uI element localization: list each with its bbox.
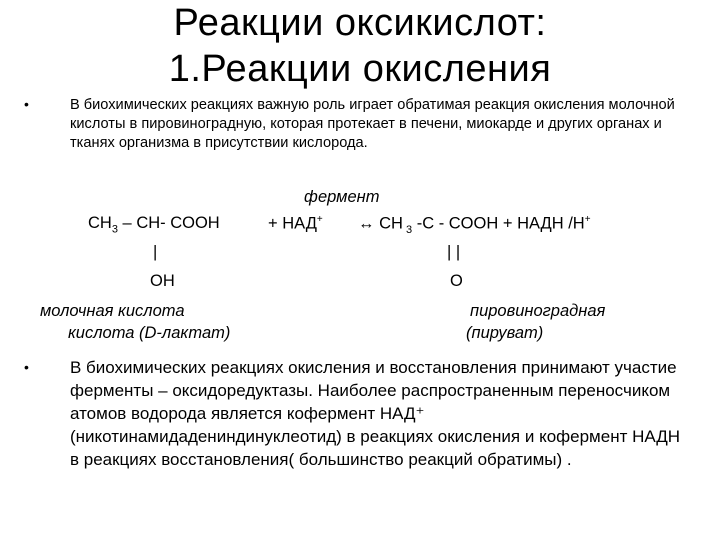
ch3-subscript-2: 3 — [402, 223, 413, 236]
bullet-text-2: В биохимических реакциях окисления и восстановления принимают участие ферменты – оксидоредуктазы. Наиболее распространенным переносчиком атомов водорода является кофермент НАД⁺ (никотинамидадениндинуклеотид) в реакциях окисления и кофермент НАДН в реакциях восстановления( большинство реакций обратимы) . — [70, 358, 681, 469]
pyruvate-rest: -C - COOH + НАДН /Н — [412, 214, 585, 233]
single-bond: | — [153, 243, 158, 261]
slide-title — [0, 0, 720, 92]
pyruvic-acid-name-2: (пируват) — [466, 324, 544, 342]
title-line-2: 1.Реакции окисления — [168, 48, 552, 90]
nad-charge: + — [316, 214, 323, 225]
title-line-1: Реакции оксикислот: — [173, 2, 547, 44]
bullet-text-1: В биохимических реакциях важную роль играет обратимая реакция окисления молочной кислоты в пировиноградную, которая протекает в печени, миокарде и других органах и тканях организма в присутствии кислорода. — [70, 97, 675, 151]
pyruvate-formula — [358, 214, 591, 236]
h-charge: + — [584, 214, 591, 225]
double-bond: | | — [447, 243, 461, 261]
bullet-icon: • — [24, 96, 29, 112]
nad-reactant — [268, 214, 323, 234]
ch3-subscript: 3 — [111, 223, 118, 236]
arrow-ch: ↔ CH — [358, 214, 403, 233]
lactic-acid-name-1: молочная кислота — [40, 302, 185, 320]
enzyme-label: фермент — [304, 188, 380, 206]
pyruvic-acid-name-1: пировиноградная — [470, 302, 606, 320]
oh-group: OH — [150, 272, 175, 290]
oxo-group: O — [450, 272, 463, 290]
lactate-rest: – CH- COOH — [117, 214, 220, 232]
bullet-icon: • — [24, 359, 29, 375]
lactic-acid-name-2: кислота (D-лактат) — [68, 324, 231, 342]
lactate-formula — [88, 214, 220, 235]
ch3-group: CH — [88, 214, 112, 232]
nad-text: + НАД — [268, 214, 317, 233]
